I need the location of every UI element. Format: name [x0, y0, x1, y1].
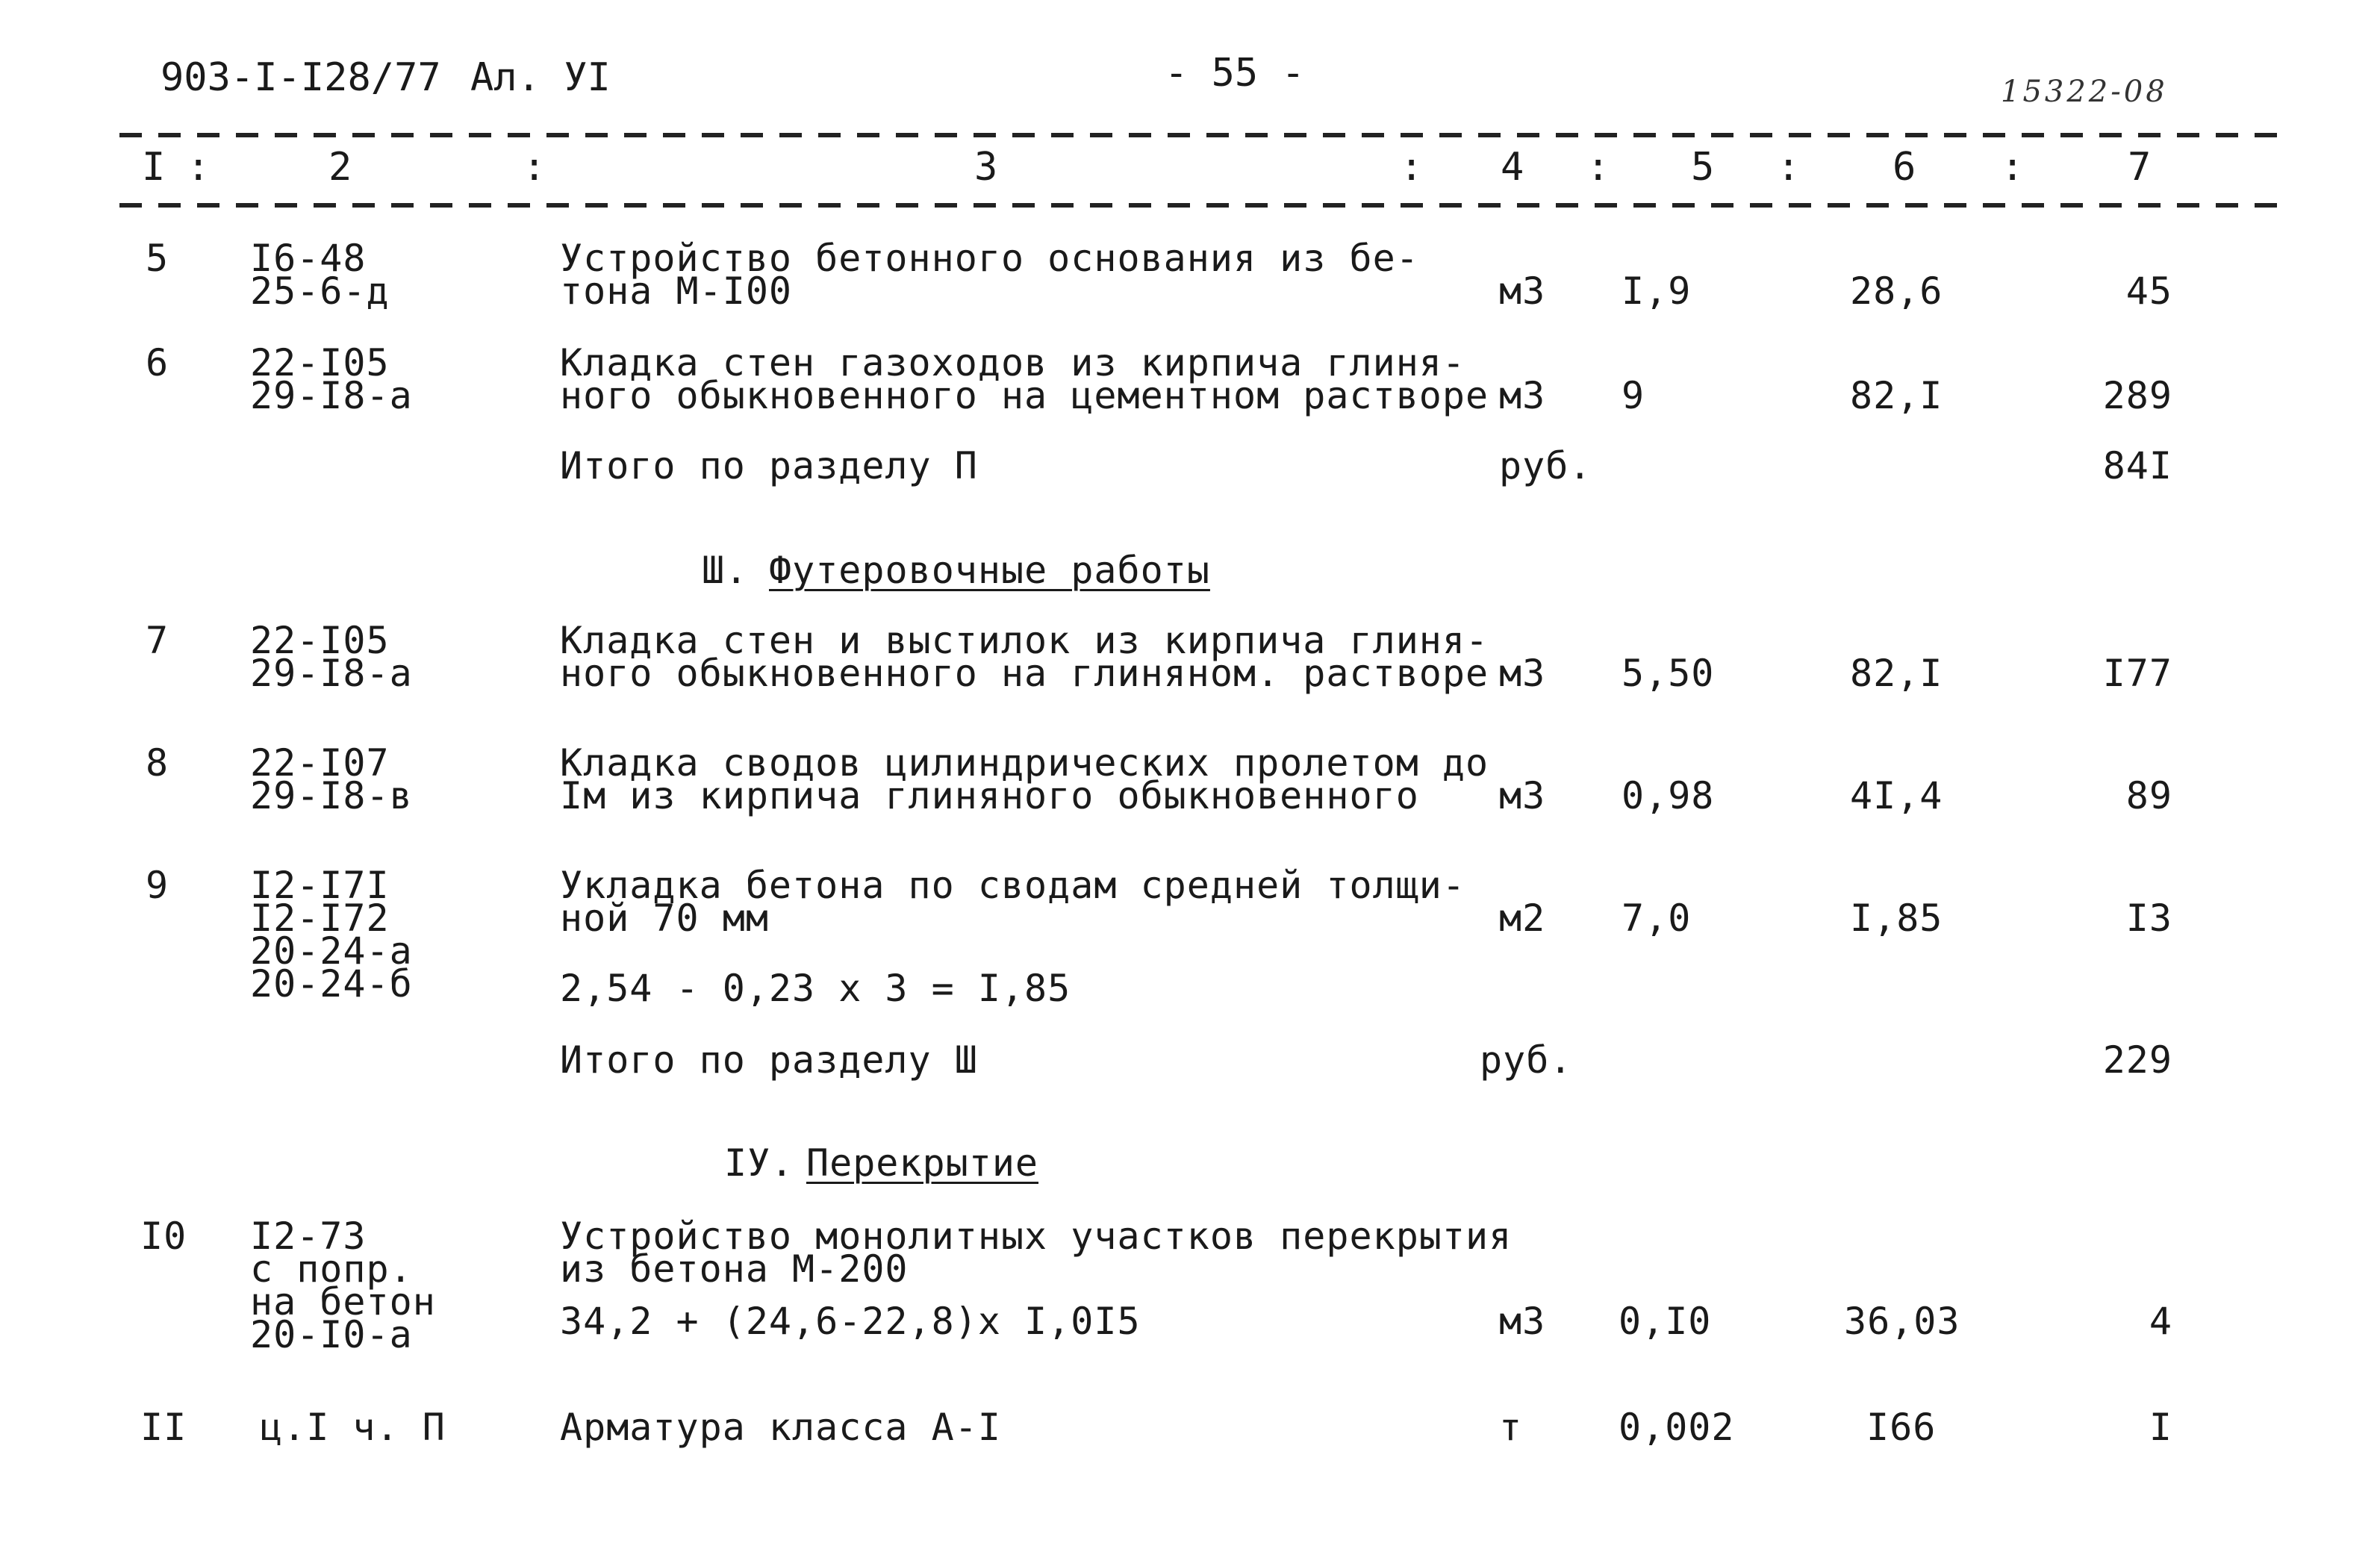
subtotal-amount: 84I: [2102, 444, 2172, 487]
work-description: Устройство бетонного основания из бе-: [560, 237, 1419, 280]
norm-code: на бетон: [250, 1280, 436, 1324]
column-header-2: 2: [328, 145, 352, 190]
norm-code: 20-24-б: [250, 962, 413, 1006]
total-cost: I77: [2102, 652, 2172, 695]
norm-code: I2-I72: [250, 897, 390, 940]
norm-code: I6-48: [250, 237, 367, 280]
row-number: II: [140, 1406, 187, 1449]
norm-code: 25-6-д: [250, 269, 390, 313]
column-separator: :: [1400, 145, 1424, 190]
norm-code: 29-I8-а: [250, 652, 413, 695]
stamp-number: 15322-08: [2001, 75, 2168, 109]
section-subtotal-label: Итого по разделу П: [560, 444, 978, 487]
norm-code: 20-I0-а: [250, 1313, 413, 1356]
work-description: Кладка стен и выстилок из кирпича глиня-: [560, 619, 1489, 662]
unit: м3: [1499, 774, 1546, 817]
column-separator: :: [187, 145, 211, 190]
norm-code: 29-I8-а: [250, 374, 413, 417]
row-number: 6: [146, 341, 169, 384]
quantity: I,9: [1622, 269, 1692, 313]
row-number: I0: [140, 1215, 187, 1258]
quantity: 5,50: [1622, 652, 1715, 695]
total-cost: I3: [2125, 897, 2172, 940]
work-description: из бетона М-200: [560, 1247, 909, 1291]
work-description: ного обыкновенного на глиняном. растворе: [560, 652, 1489, 695]
column-header-7: 7: [2128, 145, 2152, 190]
work-description: Устройство монолитных участков перекрытия: [560, 1215, 1513, 1258]
album-label: Ал. УI: [470, 55, 611, 100]
quantity: 0,002: [1619, 1406, 1735, 1449]
norm-code: I2-73: [250, 1215, 367, 1258]
quantity: 7,0: [1622, 897, 1692, 940]
quantity: 9: [1622, 374, 1645, 417]
norm-code: 22-I05: [250, 341, 390, 384]
unit: м3: [1499, 269, 1546, 313]
column-header-5: 5: [1691, 145, 1715, 190]
total-cost: 89: [2125, 774, 2172, 817]
unit-price: 28,6: [1850, 269, 1943, 313]
row-number: 8: [146, 741, 169, 785]
unit: м2: [1499, 897, 1546, 940]
work-description: Кладка сводов цилиндрических пролетом до: [560, 741, 1489, 785]
subtotal-amount: 229: [2102, 1038, 2172, 1082]
row-number: 7: [146, 619, 169, 662]
work-description: Арматура класса А-I: [560, 1406, 1001, 1449]
section-number: IУ.: [724, 1141, 794, 1185]
section-title: Перекрытие: [806, 1141, 1039, 1185]
header-bottom-rule: [119, 203, 2277, 208]
unit-price: 82,I: [1850, 374, 1943, 417]
column-header-3: 3: [974, 145, 998, 190]
work-description: Кладка стен газоходов из кирпича глиня-: [560, 341, 1465, 384]
subtotal-unit: руб.: [1480, 1038, 1573, 1082]
column-separator: :: [523, 145, 546, 190]
column-header-4: 4: [1501, 145, 1524, 190]
total-cost: I: [2149, 1406, 2172, 1449]
norm-code: 29-I8-в: [250, 774, 413, 817]
column-separator: :: [1586, 145, 1610, 190]
norm-code: с попр.: [250, 1247, 413, 1291]
column-header-6: 6: [1893, 145, 1916, 190]
work-description: тона М-I00: [560, 269, 793, 313]
work-description: Укладка бетона по сводам средней толщи-: [560, 864, 1465, 907]
unit-price: 36,03: [1844, 1300, 1960, 1343]
row-number: 9: [146, 864, 169, 907]
document-code: 903-I-I28/77: [161, 55, 441, 100]
column-header-1: I: [142, 145, 166, 190]
unit: м3: [1499, 1300, 1546, 1343]
section-subtotal-label: Итого по разделу Ш: [560, 1038, 978, 1082]
norm-code: 22-I05: [250, 619, 390, 662]
total-cost: 45: [2125, 269, 2172, 313]
calculation-formula: 2,54 - 0,23 х 3 = I,85: [560, 967, 1071, 1010]
unit-price: I,85: [1850, 897, 1943, 940]
section-number: Ш.: [702, 549, 749, 592]
unit-price: I66: [1866, 1406, 1937, 1449]
unit-price: 82,I: [1850, 652, 1943, 695]
calculation-formula: 34,2 + (24,6-22,8)х I,0I5: [560, 1300, 1141, 1343]
work-description: Iм из кирпича глиняного обыкновенного: [560, 774, 1419, 817]
header-top-rule: [119, 133, 2277, 137]
work-description: ного обыкновенного на цементном растворе: [560, 374, 1489, 417]
unit-price: 4I,4: [1850, 774, 1943, 817]
page-number: - 55 -: [1165, 51, 1305, 96]
unit: м3: [1499, 652, 1546, 695]
norm-code: I2-I7I: [250, 864, 390, 907]
column-separator: :: [2001, 145, 2025, 190]
quantity: 0,I0: [1619, 1300, 1712, 1343]
column-separator: :: [1777, 145, 1801, 190]
norm-code: 22-I07: [250, 741, 390, 785]
unit: м3: [1499, 374, 1546, 417]
row-number: 5: [146, 237, 169, 280]
norm-code: ц.I ч. П: [260, 1406, 446, 1449]
total-cost: 4: [2149, 1300, 2172, 1343]
quantity: 0,98: [1622, 774, 1715, 817]
section-title: Футеровочные работы: [769, 549, 1210, 592]
work-description: ной 70 мм: [560, 897, 769, 940]
unit: т: [1499, 1406, 1523, 1449]
subtotal-unit: руб.: [1499, 444, 1592, 487]
norm-code: 20-24-а: [250, 929, 413, 973]
total-cost: 289: [2102, 374, 2172, 417]
